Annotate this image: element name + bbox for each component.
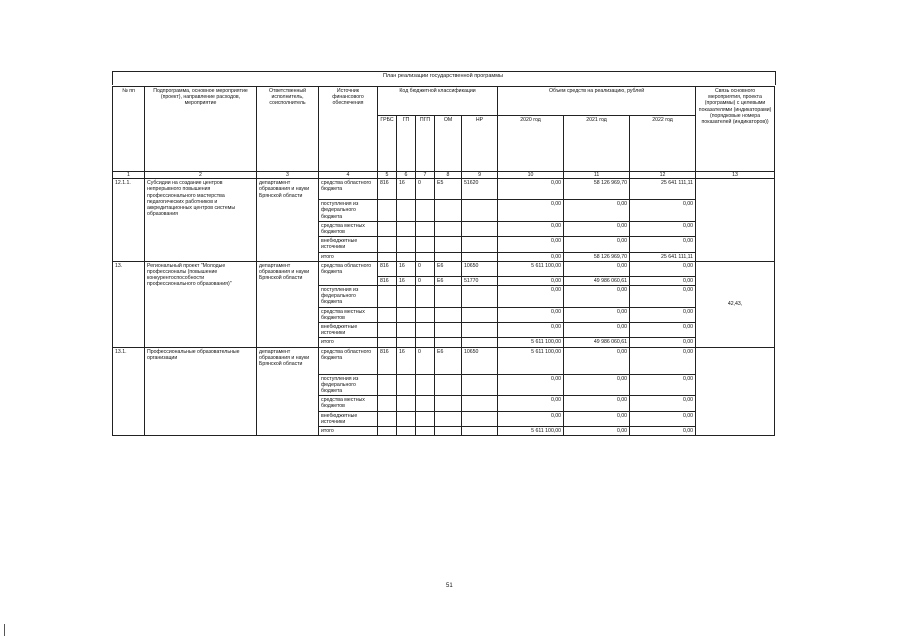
row-name: Профессиональные образовательные организации <box>145 347 257 436</box>
value-2020: 0,00 <box>498 411 564 426</box>
column-number-row <box>113 172 775 179</box>
colnum: 6 <box>397 172 416 179</box>
code-grbs: 816 <box>378 179 397 200</box>
value-2020: 0,00 <box>498 323 564 338</box>
value-2022: 0,00 <box>630 286 696 308</box>
value-2022: 0,00 <box>630 411 696 426</box>
value-2020: 0,00 <box>498 286 564 308</box>
code-pgp: 0 <box>416 261 435 276</box>
code-grbs: 816 <box>378 347 397 374</box>
row-num: 12.1.1. <box>113 179 145 262</box>
code-nr: 51770 <box>462 276 498 285</box>
header-row <box>113 87 775 116</box>
value-2022: 0,00 <box>630 347 696 374</box>
value-2022: 0,00 <box>630 276 696 285</box>
subheader-om: ОМ <box>435 116 462 172</box>
code-nr: 10650 <box>462 347 498 374</box>
source-total: итого <box>319 252 378 261</box>
value-2020: 0,00 <box>498 179 564 200</box>
code-gp: 16 <box>397 347 416 374</box>
row-link <box>696 179 775 262</box>
page-number: 51 <box>446 583 453 589</box>
row-name: Субсидии на создание центров непрерывного повышения профессионального мастерства педагогических работников и аккредитационных центров системы образования <box>145 179 257 262</box>
value-2021: 0,00 <box>564 221 630 236</box>
source-regional: средства областного бюджета <box>319 347 378 374</box>
scan-edge-mark <box>4 624 5 636</box>
code-gp: 16 <box>397 261 416 276</box>
source-federal: поступления из федерального бюджета <box>319 200 378 222</box>
header-volume: Объем средств на реализацию, рублей <box>498 87 696 116</box>
total-2022: 25 641 111,11 <box>630 252 696 261</box>
subheader-grbs: ГРБС <box>378 116 397 172</box>
source-local: средства местных бюджетов <box>319 396 378 411</box>
value-2022: 0,00 <box>630 396 696 411</box>
row-link: 42,43, <box>696 261 775 347</box>
code-om: Е6 <box>435 347 462 374</box>
value-2022: 0,00 <box>630 307 696 322</box>
value-2021: 0,00 <box>564 374 630 396</box>
header-name: Подпрограмма, основное мероприятие (проект), направление расходов, мероприятие <box>145 87 257 172</box>
code-om: Е5 <box>435 179 462 200</box>
value-2022: 25 641 111,11 <box>630 179 696 200</box>
colnum: 10 <box>498 172 564 179</box>
code-nr: 10650 <box>462 261 498 276</box>
value-2021: 0,00 <box>564 200 630 222</box>
value-2021: 0,00 <box>564 307 630 322</box>
header-budget-code: Код бюджетной классификации <box>378 87 498 116</box>
row-num: 13.1. <box>113 347 145 436</box>
value-2022: 0,00 <box>630 261 696 276</box>
value-2020: 0,00 <box>498 396 564 411</box>
program-table <box>112 86 775 436</box>
value-2020: 0,00 <box>498 237 564 252</box>
value-2020: 5 611 100,00 <box>498 347 564 374</box>
source-federal: поступления из федерального бюджета <box>319 374 378 396</box>
source-total: итого <box>319 338 378 347</box>
value-2020: 0,00 <box>498 221 564 236</box>
subheader-nr: НР <box>462 116 498 172</box>
code-grbs: 816 <box>378 261 397 276</box>
colnum: 4 <box>319 172 378 179</box>
colnum: 8 <box>435 172 462 179</box>
value-2020: 0,00 <box>498 307 564 322</box>
colnum: 1 <box>113 172 145 179</box>
value-2021: 0,00 <box>564 347 630 374</box>
row-executor: департамент образования и науки Брянской области <box>257 179 319 262</box>
row-name: Региональный проект "Молодые профессионалы (повышение конкурентоспособности профессионального образования)" <box>145 261 257 347</box>
colnum: 7 <box>416 172 435 179</box>
source-regional: средства областного бюджета <box>319 261 378 285</box>
code-pgp: 0 <box>416 276 435 285</box>
value-2020: 0,00 <box>498 276 564 285</box>
colnum: 9 <box>462 172 498 179</box>
value-2021: 0,00 <box>564 323 630 338</box>
total-2021: 0,00 <box>564 427 630 436</box>
colnum: 13 <box>696 172 775 179</box>
value-2021: 0,00 <box>564 411 630 426</box>
colnum: 12 <box>630 172 696 179</box>
source-offbudget: внебюджетные источники <box>319 237 378 252</box>
table-row <box>113 179 775 200</box>
row-num: 13. <box>113 261 145 347</box>
source-local: средства местных бюджетов <box>319 221 378 236</box>
value-2021: 0,00 <box>564 261 630 276</box>
value-2022: 0,00 <box>630 237 696 252</box>
total-2020: 5 611 100,00 <box>498 338 564 347</box>
header-executor: Ответственный исполнитель, соисполнитель <box>257 87 319 172</box>
colnum: 3 <box>257 172 319 179</box>
source-offbudget: внебюджетные источники <box>319 323 378 338</box>
source-offbudget: внебюджетные источники <box>319 411 378 426</box>
code-om: Е6 <box>435 261 462 276</box>
subheader-2022: 2022 год <box>630 116 696 172</box>
total-2020: 5 611 100,00 <box>498 427 564 436</box>
total-2022: 0,00 <box>630 338 696 347</box>
code-pgp: 0 <box>416 347 435 374</box>
page-title: План реализации государственной программы <box>383 73 503 79</box>
colnum: 5 <box>378 172 397 179</box>
source-federal: поступления из федерального бюджета <box>319 286 378 308</box>
row-executor: департамент образования и науки Брянской области <box>257 347 319 436</box>
colnum: 11 <box>564 172 630 179</box>
code-pgp: 0 <box>416 179 435 200</box>
header-num: № пп <box>113 87 145 172</box>
code-nr: 51620 <box>462 179 498 200</box>
value-2021: 0,00 <box>564 237 630 252</box>
total-2021: 49 986 060,61 <box>564 338 630 347</box>
table-row <box>113 347 775 374</box>
total-2020: 0,00 <box>498 252 564 261</box>
value-2022: 0,00 <box>630 200 696 222</box>
subheader-2021: 2021 год <box>564 116 630 172</box>
code-grbs: 816 <box>378 276 397 285</box>
subheader-pgp: ПГП <box>416 116 435 172</box>
source-regional: средства областного бюджета <box>319 179 378 200</box>
table-row <box>113 261 775 276</box>
code-gp: 16 <box>397 179 416 200</box>
code-om: Е6 <box>435 276 462 285</box>
subheader-gp: ГП <box>397 116 416 172</box>
value-2022: 0,00 <box>630 323 696 338</box>
row-executor: департамент образования и науки Брянской области <box>257 261 319 347</box>
colnum: 2 <box>145 172 257 179</box>
header-source: Источник финансового обеспечения <box>319 87 378 172</box>
value-2020: 0,00 <box>498 200 564 222</box>
source-total: итого <box>319 427 378 436</box>
value-2022: 0,00 <box>630 374 696 396</box>
value-2021: 0,00 <box>564 286 630 308</box>
total-2022: 0,00 <box>630 427 696 436</box>
source-local: средства местных бюджетов <box>319 307 378 322</box>
code-gp: 16 <box>397 276 416 285</box>
header-link: Связь основного мероприятия, проекта (программы) с целевыми показателями (индикаторами) (порядковые номера показателей (индикаторов)) <box>696 87 775 172</box>
row-link <box>696 347 775 436</box>
value-2022: 0,00 <box>630 221 696 236</box>
value-2020: 5 611 100,00 <box>498 261 564 276</box>
value-2021: 58 126 969,70 <box>564 179 630 200</box>
value-2020: 0,00 <box>498 374 564 396</box>
value-2021: 49 986 060,61 <box>564 276 630 285</box>
total-2021: 58 126 969,70 <box>564 252 630 261</box>
subheader-2020: 2020 год <box>498 116 564 172</box>
value-2021: 0,00 <box>564 396 630 411</box>
